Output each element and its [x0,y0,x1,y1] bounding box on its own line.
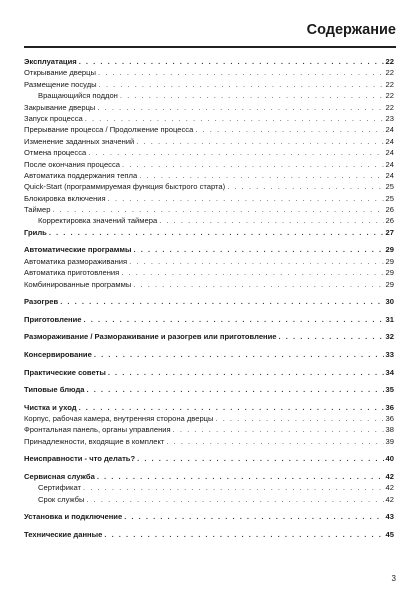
toc-leader-dots [94,349,384,360]
toc-entry-page: 42 [385,483,394,493]
toc-leader-dots [134,244,384,255]
toc-entry[interactable] [24,124,394,135]
toc-entry[interactable] [24,482,394,493]
toc-leader-dots [122,159,384,170]
toc-entry-label: Блокировка включения [24,193,106,203]
toc-entry-page: 39 [385,436,394,446]
toc-entry-page: 31 [385,314,394,324]
toc-leader-dots [86,384,383,395]
toc-leader-dots [136,136,383,147]
toc-entry-label: Консервирование [24,349,92,359]
toc-entry-page: 22 [385,68,394,78]
toc-entry-page: 40 [385,454,394,464]
toc-entry-label: Размораживание / Размораживание и разогрев или приготовление [24,332,277,342]
toc-entry[interactable] [24,244,394,255]
toc-entry-page: 24 [385,170,394,180]
toc-entry-label: Отмена процесса [24,148,87,158]
toc-entry[interactable] [24,215,394,226]
toc-entry[interactable] [24,413,394,424]
toc-entry-label: Сертификат [38,483,81,493]
toc-entry-page: 42 [385,471,394,481]
toc-entry-page: 26 [385,205,394,215]
toc-entry-label: Практические советы [24,367,106,377]
toc-entry-page: 32 [385,332,394,342]
toc-leader-dots [173,424,384,435]
toc-entry-label: Изменение заданных значений [24,136,135,146]
toc-entry-label: Таймер [24,205,51,215]
toc-entry-label: Открывание дверцы [24,68,96,78]
toc-leader-dots [121,267,383,278]
toc-entry[interactable] [24,267,394,278]
toc-entry-label: Корпус, рабочая камера, внутренняя сторона дверцы [24,414,214,424]
toc-entry[interactable] [24,349,394,360]
toc-entry[interactable] [24,384,394,395]
toc-leader-dots [97,102,383,113]
toc-entry-label: Приготовление [24,314,82,324]
toc-entry-page: 30 [385,297,394,307]
page-title: Содержание [306,22,396,38]
toc-entry-page: 24 [385,148,394,158]
toc-entry-page: 42 [385,494,394,504]
toc-entry-page: 24 [385,136,394,146]
toc-leader-dots [79,56,384,67]
toc-entry[interactable] [24,296,394,307]
header-rule [24,46,396,48]
toc-entry-label: Типовые блюда [24,385,85,395]
toc-entry-page: 26 [385,216,394,226]
toc-entry[interactable] [24,67,394,78]
toc-leader-dots [279,331,384,342]
toc-entry[interactable] [24,494,394,505]
toc-entry-page: 33 [385,349,394,359]
toc-entry-label: Принадлежности, входящие в комплект [24,436,165,446]
toc-entry[interactable] [24,113,394,124]
toc-entry[interactable] [24,367,394,378]
toc-entry-label: Установка и подключение [24,512,123,522]
toc-entry-page: 24 [385,125,394,135]
toc-entry-page: 22 [385,79,394,89]
toc-leader-dots [97,471,384,482]
toc-entry-label: После окончания процесса [24,159,120,169]
toc-entry-page: 38 [385,425,394,435]
toc-entry-label: Запуск процесса [24,113,83,123]
page-number: 3 [391,574,396,583]
toc-leader-dots [124,511,383,522]
toc-entry-label: Гриль [24,227,47,237]
toc-leader-dots [120,90,384,101]
toc-leader-dots [85,113,384,124]
toc-leader-dots [99,79,384,90]
toc-entry-label: Фронтальная панель, органы управления [24,425,171,435]
toc-leader-dots [139,170,383,181]
toc-leader-dots [52,204,383,215]
toc-entry[interactable] [24,511,394,522]
toc-entry-label: Комбинированные программы [24,279,132,289]
toc-leader-dots [215,413,383,424]
toc-entry-page: 25 [385,182,394,192]
toc-entry[interactable] [24,102,394,113]
toc-leader-dots [166,436,383,447]
toc-entry-label: Сервисная служба [24,471,95,481]
toc-entry[interactable] [24,204,394,215]
toc-entry-page: 36 [385,402,394,412]
toc-entry[interactable] [24,471,394,482]
toc-leader-dots [137,453,383,464]
toc-entry-page: 45 [385,529,394,539]
toc-entry-label: Автоматические программы [24,245,132,255]
toc-entry-label: Неисправности - что делать? [24,454,136,464]
toc-leader-dots [133,279,383,290]
toc-entry[interactable] [24,227,394,238]
toc-entry[interactable] [24,256,394,267]
toc-entry-page: 29 [385,256,394,266]
toc-entry[interactable] [24,90,394,101]
toc-leader-dots [98,67,384,78]
toc-leader-dots [108,367,384,378]
toc-entry-label: Размещение посуды [24,79,97,89]
toc-leader-dots [227,181,383,192]
toc-entry-page: 36 [385,414,394,424]
toc-entry-label: Срок службы [38,494,85,504]
toc-entry[interactable] [24,453,394,464]
toc-leader-dots [79,402,384,413]
toc-entry-label: Автоматика поддержания тепла [24,170,138,180]
toc-entry[interactable] [24,56,394,67]
toc-entry-page: 29 [385,268,394,278]
toc-leader-dots [88,147,383,158]
toc-entry[interactable] [24,193,394,204]
toc-entry-page: 22 [385,102,394,112]
toc-entry-page: 34 [385,367,394,377]
toc-leader-dots [83,482,384,493]
toc-entry[interactable] [24,402,394,413]
toc-entry[interactable] [24,314,394,325]
toc-leader-dots [60,296,383,307]
toc-entry-page: 43 [385,512,394,522]
toc-entry[interactable] [24,147,394,158]
toc-entry-page: 25 [385,193,394,203]
toc-entry-label: Прерывание процесса / Продолжение процесса [24,125,194,135]
toc-entry-page: 23 [385,113,394,123]
toc-leader-dots [108,193,384,204]
toc-entry-page: 24 [385,159,394,169]
toc-entry-label: Quick-Start (программируемая функция быстрого старта) [24,182,226,192]
toc-entry-label: Автоматика размораживания [24,256,128,266]
toc-entry[interactable] [24,331,394,342]
toc-entry-page: 22 [385,57,394,66]
toc-leader-dots [86,494,383,505]
toc-leader-dots [104,529,383,540]
toc-entry-label: Корректировка значений таймера [38,216,158,226]
toc-entry[interactable] [24,136,394,147]
toc-entry-label: Закрывание дверцы [24,102,96,112]
toc-entry-page: 29 [385,279,394,289]
toc-entry[interactable] [24,170,394,181]
toc-leader-dots [49,227,384,238]
toc-entry[interactable] [24,181,394,192]
toc-entry-label: Разогрев [24,297,59,307]
toc-entry-label: Вращающийся поддон [38,91,118,101]
toc-leader-dots [195,124,383,135]
toc-leader-dots [84,314,384,325]
toc-entry-label: Автоматика приготовления [24,268,120,278]
toc-entry[interactable] [24,159,394,170]
toc-entry-page: 22 [385,91,394,101]
toc-entry-page: 27 [385,227,394,237]
toc-entry[interactable] [24,436,394,447]
toc-entry-label: Эксплуатация [24,57,77,66]
toc-entry-page: 35 [385,385,394,395]
toc-entry-label: Чистка и уход [24,402,77,412]
toc-entry-page: 29 [385,245,394,255]
toc-leader-dots [159,215,383,226]
toc-entry-label: Технические данные [24,529,103,539]
toc-entry[interactable] [24,79,394,90]
toc-entry[interactable] [24,529,394,540]
toc-leader-dots [129,256,383,267]
table-of-contents [24,56,394,540]
toc-entry[interactable] [24,424,394,435]
toc-entry[interactable] [24,279,394,290]
